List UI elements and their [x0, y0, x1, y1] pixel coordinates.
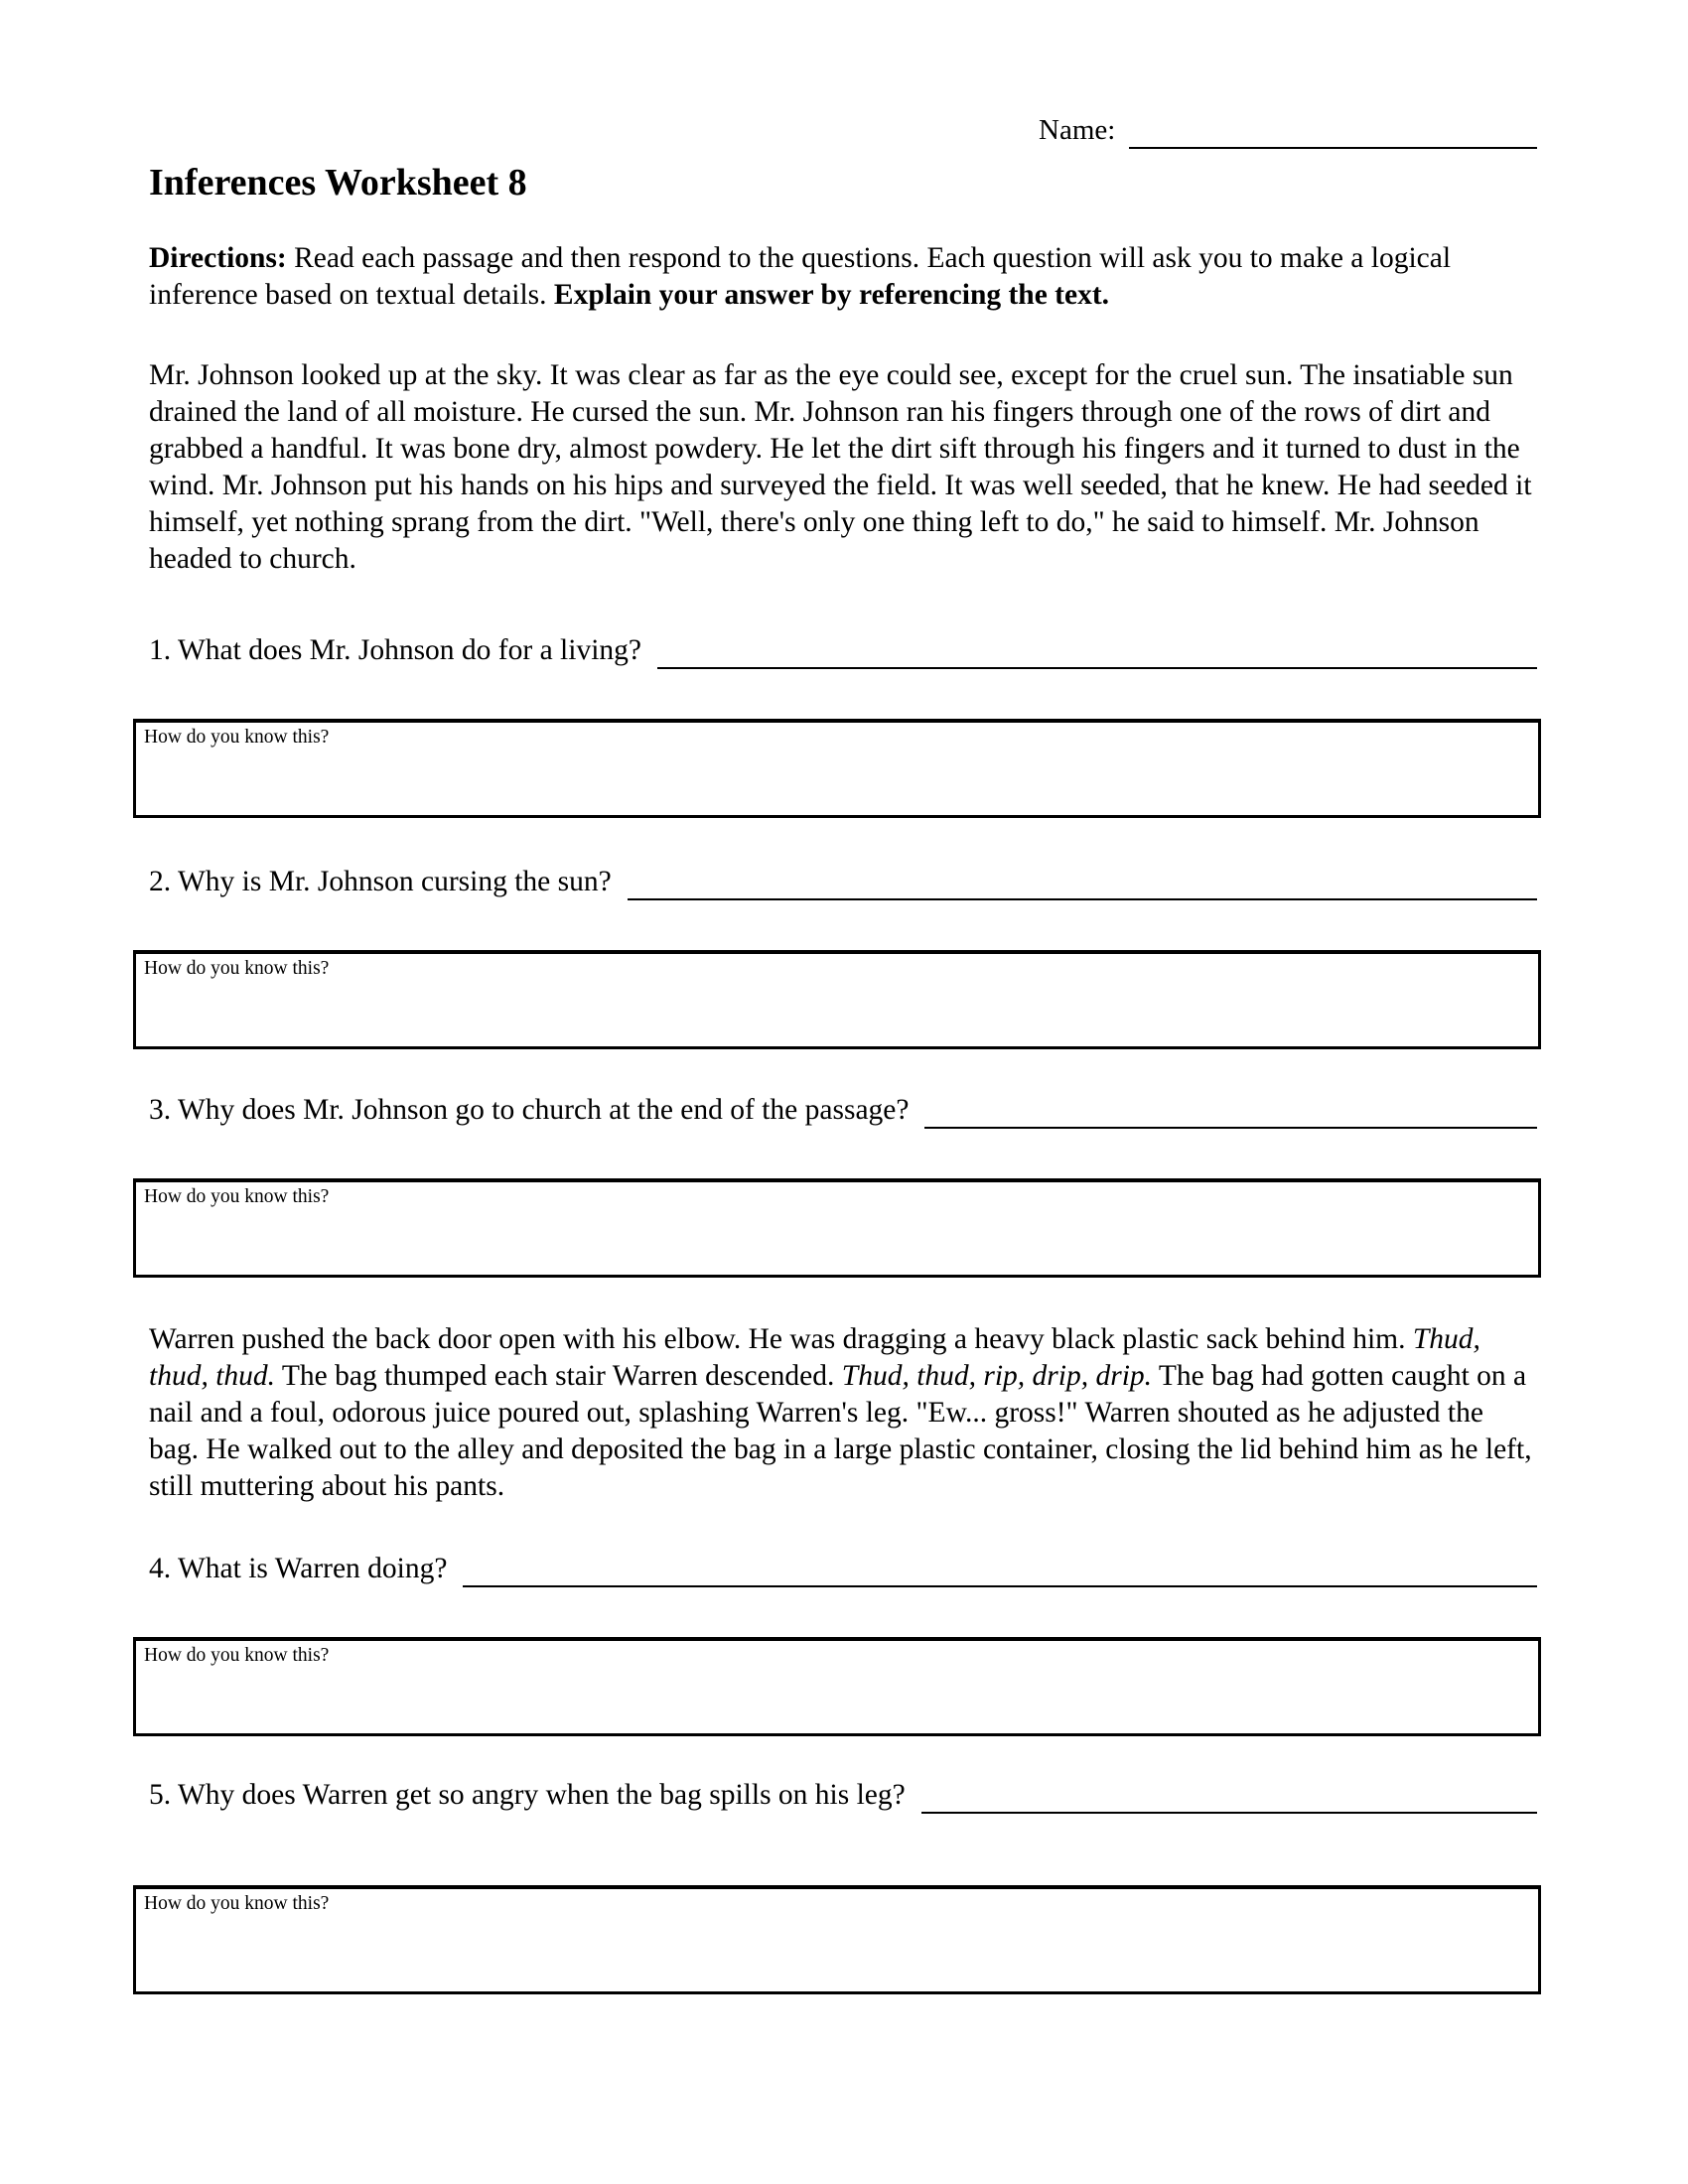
answer-box-3[interactable]: [133, 1178, 1541, 1278]
question-4: [149, 1550, 1537, 1587]
question-2-answer-line[interactable]: [628, 867, 1537, 900]
passage-2: Warren pushed the back door open with his elbow. He was dragging a heavy black plastic sack behind him. Thud, thud, thud. The bag thumped each stair Warren descended. Thud, thud, rip, drip, drip. The bag had gotten caught on a nail and a foul, odorous juice poured out, splashing Warren's leg. "Ew... gross!" Warren shouted as he adjusted the bag. He walked out to the alley and deposited the bag in a large plastic container, closing the lid behind him as he left, still muttering about his pants.: [149, 1323, 1532, 1502]
directions-emphasis: Explain your answer by referencing the text.: [553, 279, 1110, 311]
question-3-answer-line[interactable]: [924, 1095, 1537, 1129]
answer-box-5[interactable]: [133, 1885, 1541, 1994]
passage-1: Mr. Johnson looked up at the sky. It was clear as far as the eye could see, except for the cruel sun. The insatiable sun drained the land of all moisture. He cursed the sun. Mr. Johnson ran his fingers through one of the rows of dirt and grabbed a handful. It was bone dry, almost powdery. He let the dirt sift through his fingers and it turned to dust in the wind. Mr. Johnson put his hands on his hips and surveyed the field. It was well seeded, that he knew. He had seeded it himself, yet nothing sprang from the dirt. "Well, there's only one thing left to do," he said to himself. Mr. Johnson headed to church.: [149, 359, 1532, 575]
answer-box-5-label: How do you know this?: [144, 1893, 330, 1914]
answer-box-4[interactable]: [133, 1637, 1541, 1736]
name-row: [1039, 111, 1537, 149]
question-2-label: 2. Why is Mr. Johnson cursing the sun?: [149, 866, 612, 897]
question-3-label: 3. Why does Mr. Johnson go to church at the end of the passage?: [149, 1094, 910, 1126]
answer-box-4-label: How do you know this?: [144, 1645, 330, 1666]
directions: [149, 240, 1537, 314]
question-5: [149, 1776, 1537, 1814]
question-4-label: 4. What is Warren doing?: [149, 1553, 448, 1584]
question-1-answer-line[interactable]: [657, 635, 1537, 669]
directions-body: Read each passage and then respond to the questions. Each question will ask you to make a logical inference based on textual details.: [149, 242, 1452, 311]
answer-box-2-label: How do you know this?: [144, 958, 330, 979]
answer-box-1[interactable]: [133, 719, 1541, 818]
directions-label: Directions:: [149, 242, 287, 274]
question-2: [149, 863, 1537, 900]
page-title: Inferences Worksheet 8: [149, 162, 527, 204]
question-1: [149, 631, 1537, 669]
question-5-answer-line[interactable]: [921, 1780, 1537, 1814]
question-5-label: 5. Why does Warren get so angry when the bag spills on his leg?: [149, 1779, 906, 1811]
answer-box-1-label: How do you know this?: [144, 727, 330, 748]
answer-box-3-label: How do you know this?: [144, 1186, 330, 1207]
name-input-line[interactable]: [1129, 117, 1537, 149]
question-1-label: 1. What does Mr. Johnson do for a living?: [149, 634, 641, 666]
question-4-answer-line[interactable]: [463, 1554, 1537, 1587]
answer-box-2[interactable]: [133, 950, 1541, 1049]
question-3: [149, 1091, 1537, 1129]
name-label: Name:: [1039, 114, 1116, 146]
